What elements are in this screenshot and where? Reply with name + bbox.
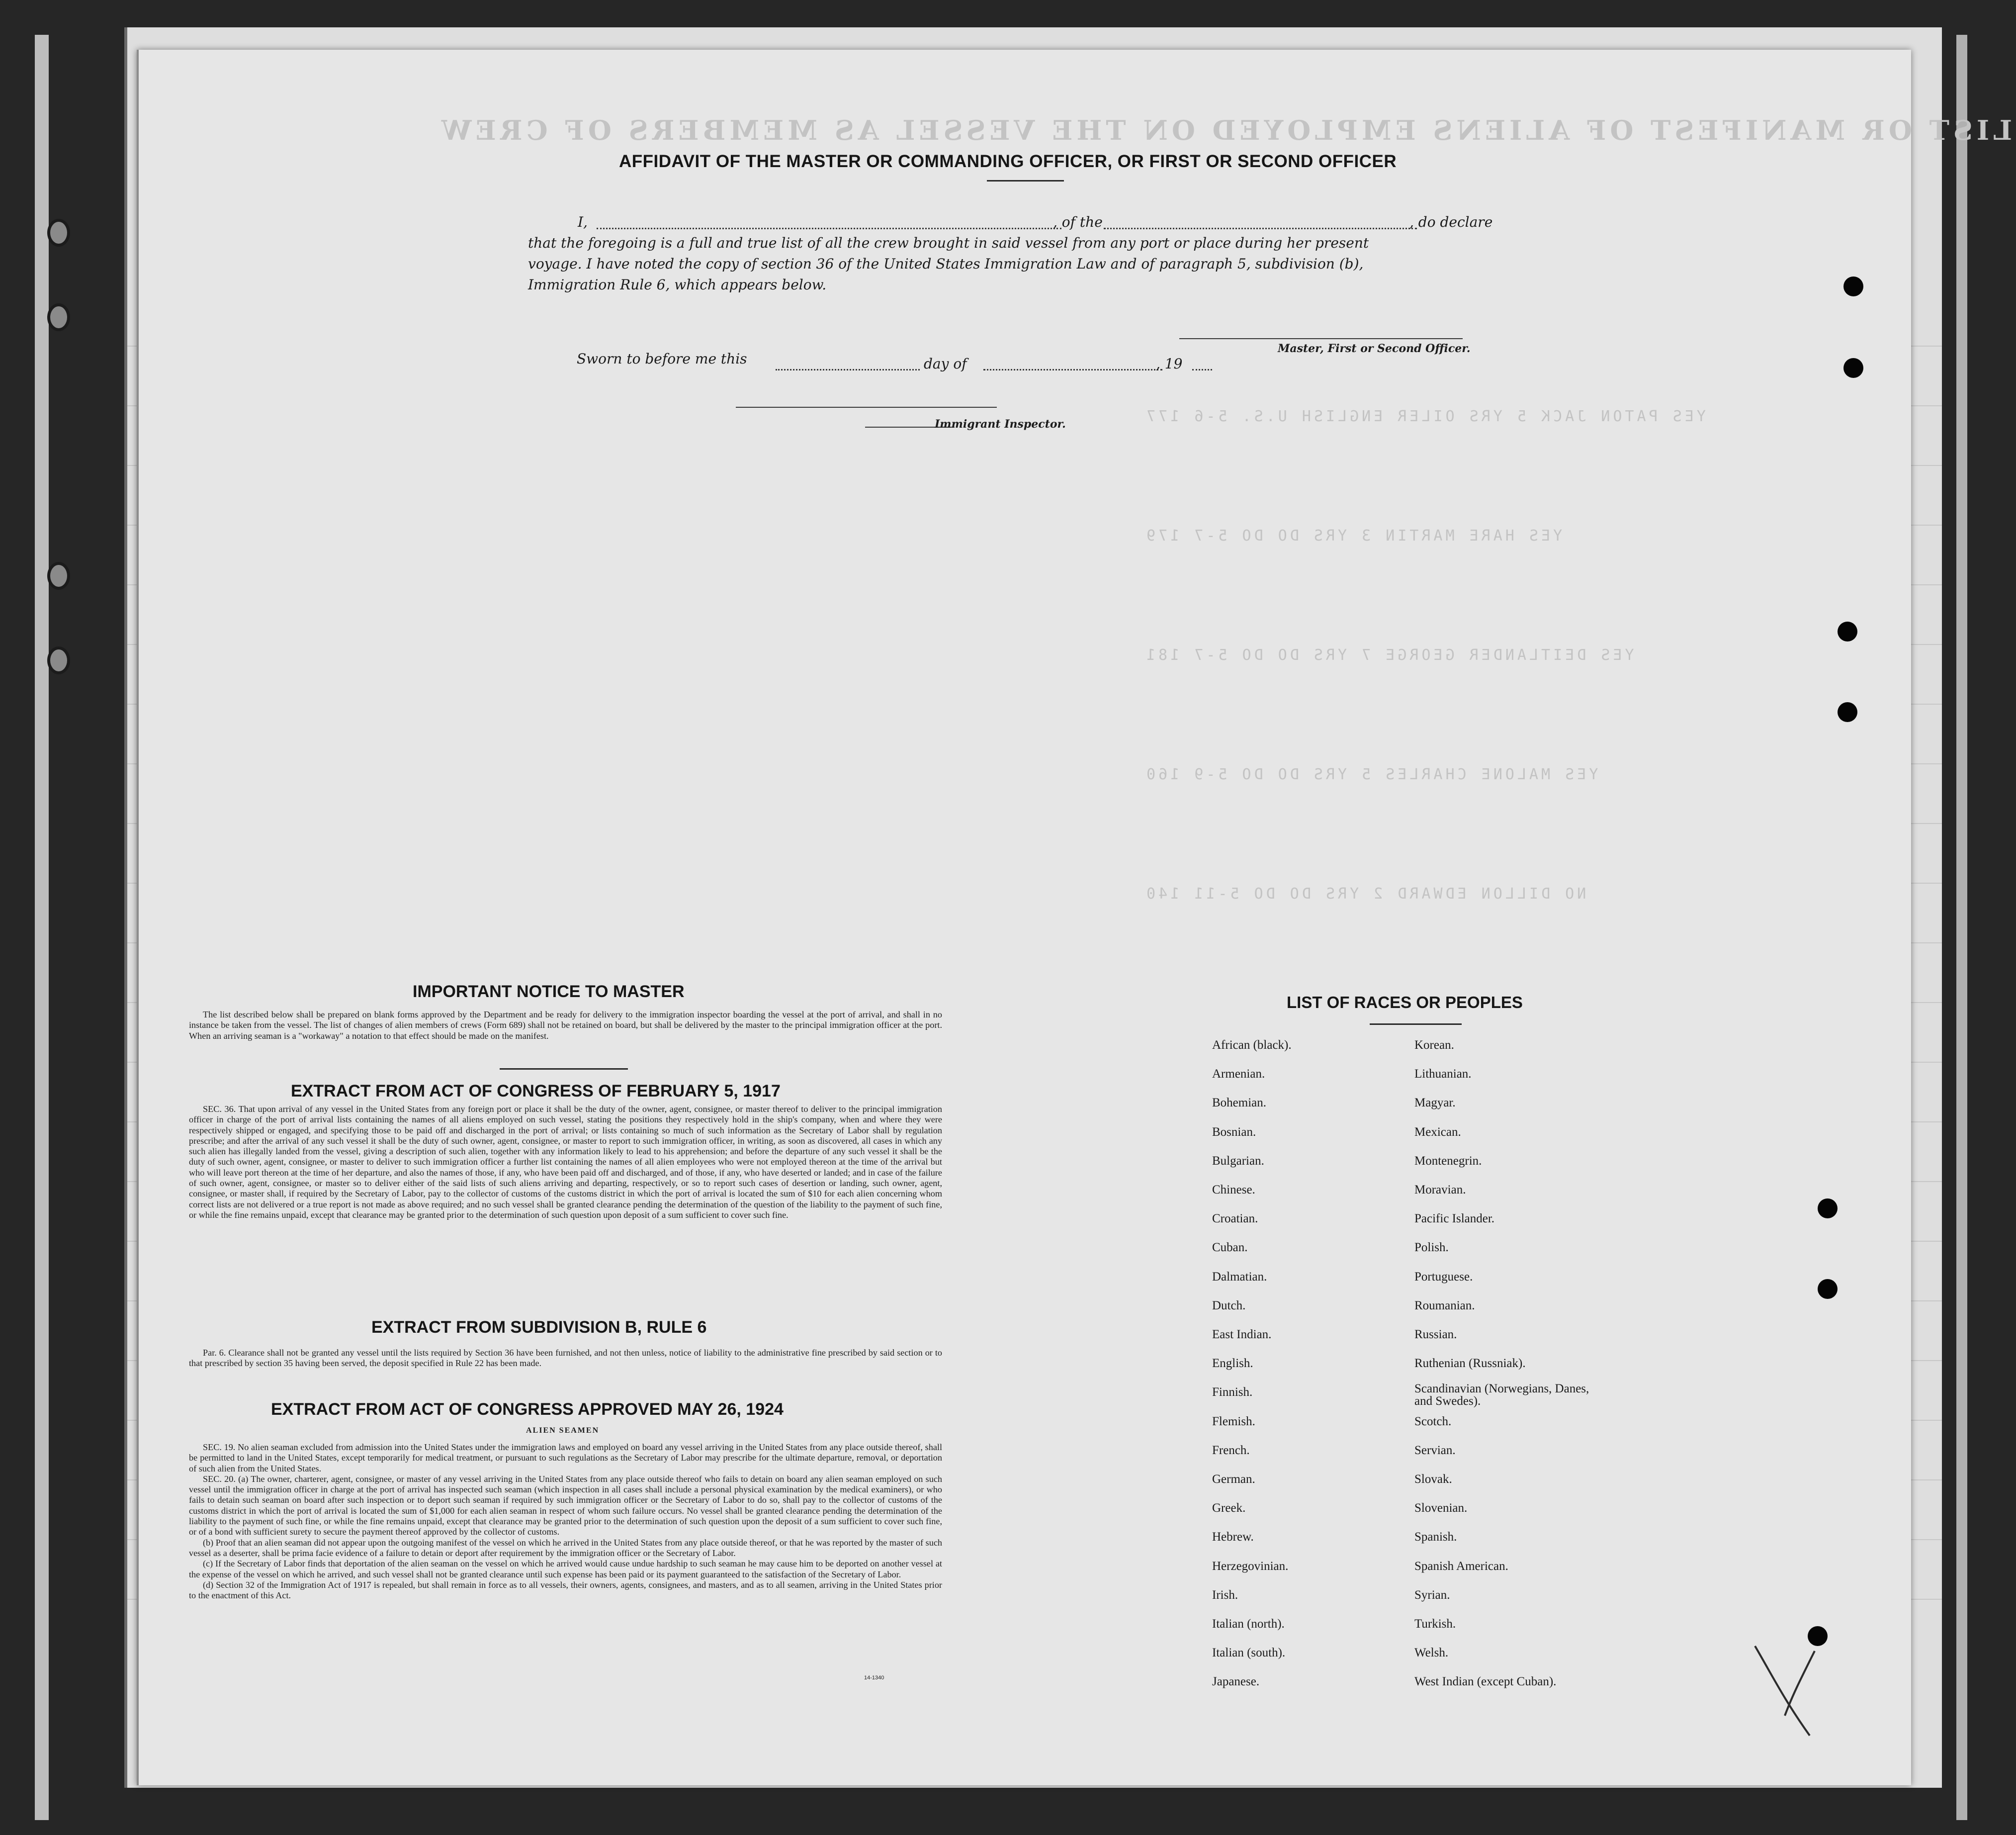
title-rule bbox=[987, 180, 1064, 182]
race-item: Bosnian. bbox=[1212, 1125, 1256, 1139]
rule6-body: Par. 6. Clearance shall not be granted any vessel until the lists required by Section 36 have been furnished, and not then unless, notice of liability to the administrative fine prescribed by said section or to that prescribed by section 35 having been served, the deposit specified in Rule 22 has been made. bbox=[189, 1348, 942, 1369]
race-item: Greek. bbox=[1212, 1501, 1246, 1515]
bleed-through-row: NO DILLON EDWARD 2 YRS DO DO 5-11 140 bbox=[1143, 885, 1586, 903]
act1924-subtitle: ALIEN SEAMEN bbox=[526, 1426, 600, 1435]
race-item: Scotch. bbox=[1414, 1414, 1452, 1428]
race-item: Armenian. bbox=[1212, 1067, 1265, 1081]
sworn-day-field[interactable] bbox=[776, 369, 920, 370]
name-field[interactable] bbox=[597, 228, 1061, 229]
race-item: Bulgarian. bbox=[1212, 1154, 1264, 1168]
race-item: Italian (south). bbox=[1212, 1646, 1286, 1660]
race-item: Magyar. bbox=[1414, 1096, 1456, 1110]
race-item: Lithuanian. bbox=[1414, 1067, 1472, 1081]
race-item: Servian. bbox=[1414, 1443, 1456, 1457]
sworn-month-field[interactable] bbox=[983, 369, 1162, 370]
affidavit-i: I, bbox=[578, 214, 588, 230]
race-item: Flemish. bbox=[1212, 1414, 1255, 1428]
section-rule bbox=[500, 1068, 628, 1070]
races-rule bbox=[1370, 1023, 1462, 1025]
race-item: Dalmatian. bbox=[1212, 1270, 1267, 1284]
race-item: Turkish. bbox=[1414, 1617, 1456, 1631]
race-item: Japanese. bbox=[1212, 1675, 1260, 1689]
sworn-year: , 19 bbox=[1156, 356, 1183, 372]
punch-hole bbox=[1838, 622, 1857, 642]
race-item: Spanish American. bbox=[1414, 1559, 1508, 1573]
affidavit-line-2: that the foregoing is a full and true list of all the crew brought in said vessel from any port or place during her present bbox=[528, 235, 1369, 251]
left-page-edge bbox=[35, 35, 49, 1820]
race-item: Polish. bbox=[1414, 1241, 1449, 1255]
race-item: Hebrew. bbox=[1212, 1530, 1254, 1544]
race-item: Scandinavian (Norwegians, Danes, and Swedes). bbox=[1414, 1382, 1589, 1408]
bleed-through-row: YES DEITLANDER GEORGE 7 YRS DO DO 5-7 181 bbox=[1143, 646, 1634, 664]
sworn-year-field[interactable] bbox=[1192, 369, 1212, 370]
race-item: Roumanian. bbox=[1414, 1298, 1475, 1312]
binder-ring-icon bbox=[47, 219, 70, 247]
race-item: African (black). bbox=[1212, 1038, 1292, 1052]
master-signature-label: Master, First or Second Officer. bbox=[1278, 342, 1471, 355]
race-item: German. bbox=[1212, 1472, 1255, 1486]
race-item: Finnish. bbox=[1212, 1385, 1253, 1399]
affidavit-of-the: , of the bbox=[1053, 214, 1103, 230]
race-item: Korean. bbox=[1414, 1038, 1454, 1052]
binder-ring-icon bbox=[47, 646, 70, 674]
master-signature-field[interactable] bbox=[1179, 338, 1463, 339]
race-item: East Indian. bbox=[1212, 1328, 1272, 1341]
race-item: Spanish. bbox=[1414, 1530, 1457, 1544]
race-item: Moravian. bbox=[1414, 1183, 1466, 1196]
sworn-prefix: Sworn to before me this bbox=[577, 351, 747, 367]
bleed-through-header: LIST OR MANIFEST OF ALIENS EMPLOYED ON THE VESSEL AS MEMBERS OF CREW bbox=[438, 114, 2013, 146]
vessel-field[interactable] bbox=[1104, 228, 1417, 229]
punch-hole bbox=[1818, 1198, 1838, 1218]
race-item: Ruthenian (Russniak). bbox=[1414, 1357, 1526, 1371]
punch-hole bbox=[1818, 1279, 1838, 1299]
punch-hole bbox=[1843, 276, 1863, 296]
rule6-title: EXTRACT FROM SUBDIVISION B, RULE 6 bbox=[371, 1318, 707, 1337]
affidavit-line-3: voyage. I have noted the copy of section 36 of the United States Immigration Law and of paragraph 5, subdivision (b), bbox=[528, 256, 1364, 272]
race-item: Welsh. bbox=[1414, 1646, 1449, 1660]
race-item: Pacific Islander. bbox=[1414, 1212, 1495, 1226]
notice-body: The list described below shall be prepared on blank forms approved by the Department and be ready for delivery to the immigration inspector boarding the vessel at the port of arrival, and shall in no instance be taken from the vessel. The list of changes of alien members of crews (Form 689) shall not be retained on board, but shall be delivered by the master to the principal immigration officer at the port. When an arriving seaman is a "workaway" a notation to that effect should be made on the manifest. bbox=[189, 1009, 942, 1041]
pencil-x-mark bbox=[1745, 1641, 1825, 1741]
race-item: Slovak. bbox=[1414, 1472, 1452, 1486]
bleed-through-row: YES MALONE CHARLES 5 YRS DO DO 5-9 160 bbox=[1143, 766, 1598, 783]
notice-title: IMPORTANT NOTICE TO MASTER bbox=[413, 982, 685, 1001]
punch-hole bbox=[1843, 358, 1863, 378]
race-item: French. bbox=[1212, 1443, 1250, 1457]
race-item: Bohemian. bbox=[1212, 1096, 1267, 1110]
race-item: Russian. bbox=[1414, 1328, 1457, 1341]
race-item: Croatian. bbox=[1212, 1212, 1258, 1226]
form-number: 14-1340 bbox=[864, 1675, 884, 1681]
binder-ring-icon bbox=[47, 562, 70, 590]
sworn-day-of: day of bbox=[924, 356, 967, 372]
inspector-signature-field[interactable] bbox=[736, 407, 997, 408]
punch-hole bbox=[1838, 702, 1857, 722]
race-item: Dutch. bbox=[1212, 1298, 1246, 1312]
binder-ring-icon bbox=[47, 303, 70, 331]
act1917-body: SEC. 36. That upon arrival of any vessel in the United States from any foreign port or place it shall be the duty of the owner, agent, consignee, or master thereof to deliver to the principal immigration officer in charge of the port of arrival lists containing the names of all aliens employed on such vessel, stating the positions they respectively hold in the ship's company, when and where they were respectively shipped or engaged, and specifying those to be paid off and discharged in the port of arrival; or lists containing so much of such information as the Secretary of Labor shall by regulation prescribe; and after the arrival of any such vessel it shall be the duty of such owner, agent, consignee, or master to report to such immigration officer, in writing, as soon as discovered, all cases in which any such alien has illegally landed from the vessel, giving a description of such alien, together with any information likely to lead to his apprehension; and before the departure of any such vessel it shall be the duty of such owner, agent, consignee, or master to deliver to such immigration officer a further list containing the names of all alien employees who were not employed thereon at the time of the arrival but who will leave port thereon at the time of her departure, and also the names of those, if any, who have been paid off and discharged, and of those, if any, who have deserted or landed; and in case of the failure of such owner, agent, consignee, or master so to deliver either of the said lists of such aliens arriving and departing, respectively, or so to report such cases of desertion or landing, such owner, agent, consignee, or master shall, if required by the Secretary of Labor, pay to the collector of customs of the customs district in which the port of arrival is located the sum of $10 for each alien concerning whom correct lists are not delivered or a true report is not made as above required; and no such vessel shall be granted clearance pending the determination of the question of the liability to the payment of such fine, or while the fine remains unpaid, except that clearance may be granted prior to the determination of such question upon deposit of a sum sufficient to cover such fine. bbox=[189, 1104, 942, 1220]
affidavit-declare: , do declare bbox=[1409, 214, 1493, 230]
bleed-through-row: YES HARE MARTIN 3 YRS DO DO 5-7 179 bbox=[1143, 527, 1563, 545]
affidavit-title: AFFIDAVIT OF THE MASTER OR COMMANDING OFFICER, OR FIRST OR SECOND OFFICER bbox=[619, 152, 1397, 171]
inspector-label: Immigrant Inspector. bbox=[935, 418, 1066, 431]
race-item: Chinese. bbox=[1212, 1183, 1255, 1196]
race-item: Italian (north). bbox=[1212, 1617, 1285, 1631]
race-item: Syrian. bbox=[1414, 1588, 1450, 1602]
affidavit-line-4: Immigration Rule 6, which appears below. bbox=[528, 276, 827, 293]
races-title: LIST OF RACES OR PEOPLES bbox=[1287, 993, 1523, 1011]
race-item: Herzegovinian. bbox=[1212, 1559, 1289, 1573]
act1917-title: EXTRACT FROM ACT OF CONGRESS OF FEBRUARY 5, 1917 bbox=[291, 1082, 781, 1101]
race-item: Montenegrin. bbox=[1414, 1154, 1482, 1168]
race-item: Slovenian. bbox=[1414, 1501, 1468, 1515]
race-item: Portuguese. bbox=[1414, 1270, 1473, 1284]
race-item: Cuban. bbox=[1212, 1241, 1248, 1255]
race-item: West Indian (except Cuban). bbox=[1414, 1675, 1557, 1689]
act1924-title: EXTRACT FROM ACT OF CONGRESS APPROVED MAY 26, 1924 bbox=[271, 1400, 784, 1419]
race-item: Mexican. bbox=[1414, 1125, 1461, 1139]
act1924-body: SEC. 19. No alien seaman excluded from admission into the United States under the immigration laws and employed on board any vessel arriving in the United States from any place outside thereof, shall be permitted to land in the United States, except temporarily for medical treatment, or pursuant to such regulations as the Secretary of Labor may prescribe for the ultimate departure, removal, or deportation of such alien from the United States. SEC. 20. (a) The owner, charterer, agent, consignee, or master of any vessel arriving in the United States from any place outside thereof who fails to detain on board any alien seaman employed on such vessel until the immigration officer in charge at the port of arrival has inspected such seaman (which inspection in all cases shall include a personal physical examination by the medical examiners), or who fails to detain such seaman on board after such inspection or to deport such seaman if required by such immigration officer or the Secretary of Labor to do so, shall pay to the collector of customs of the customs district in which the port of arrival is located the sum of $1,000 for each alien seaman in respect of whom such failure occurs. No vessel shall be granted clearance pending the determination of the liability to the payment of such fine, or while the fine remains unpaid, except that clearance may be granted prior to the determination of such question upon the deposit of a sum sufficient to cover such fine, or of a bond with sufficient surety to secure the payment thereof approved by the collector of customs. (b) Proof that an alien seaman did not appear upon the outgoing manifest of the vessel on which he arrived in the United States from any place outside thereof, or that he was reported by the master of such vessel as a deserter, shall be prima facie evidence of a failure to detain or deport after requirement by the immigration officer or the Secretary of Labor. (c) If the Secretary of Labor finds that deportation of the alien seaman on the vessel on which he arrived would cause undue hardship to such seaman he may cause him to be deported on another vessel at the expense of the vessel on which he arrived, and such vessel shall not be granted clearance until such expense has been paid or its payment guaranteed to the satisfaction of the Secretary of Labor. (d) Section 32 of the Immigration Act of 1917 is repealed, but shall remain in force as to all vessels, their owners, agents, consignees, and masters, and as to all seamen, arriving in the United States prior to the enactment of this Act. bbox=[189, 1442, 942, 1601]
bleed-through-row: YES PATON JACK 5 YRS OILER ENGLISH U.S. 5-6 177 bbox=[1143, 408, 1706, 425]
race-item: English. bbox=[1212, 1357, 1253, 1371]
right-page-edge bbox=[1956, 35, 1967, 1820]
race-item: Irish. bbox=[1212, 1588, 1238, 1602]
